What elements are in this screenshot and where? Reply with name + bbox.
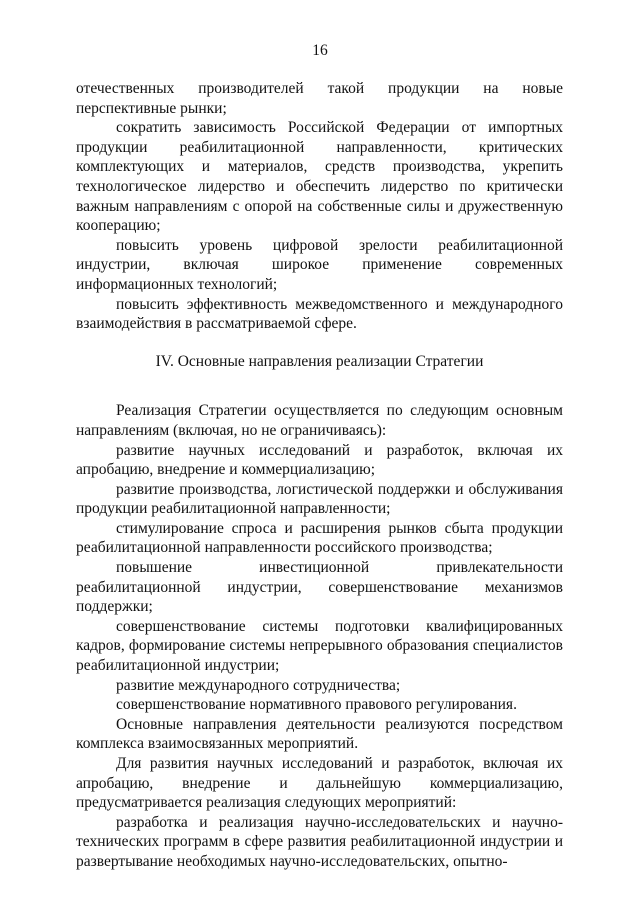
list-item: совершенствование нормативного правового регулирования. [116,696,517,714]
document-body [76,79,563,872]
list-item: развитие международного сотрудничества; [116,676,401,694]
page-number: 16 [312,42,328,59]
list-item: повышение инвестиционной привлекательности реабилитационной индустрии, совершенствование механизмов поддержки; [76,559,563,616]
paragraph: Для развития научных исследований и разработок, включая их апробацию, внедрение и дальнейшую коммерциализацию, предусматривается реализация следующих мероприятий: [76,755,563,812]
paragraph: Основные направления деятельности реализуются посредством комплекса взаимосвязанных мероприятий. [76,715,563,753]
list-item: совершенствование системы подготовки квалифицированных кадров, формирование системы непрерывного образования специалистов реабилитационной индустрии; [76,617,563,675]
paragraph: отечественных производителей такой продукции на новые перспективные рынки; [76,80,563,117]
list-item: разработка и реализация научно-исследовательских и научно-технических программ в сфере развития реабилитационной индустрии и развертывание необходимых научно-исследовательских, опытно- [76,813,563,870]
paragraph: Реализация Стратегии осуществляется по следующим основным направлениям (включая, но не ограничиваясь): [76,402,563,439]
list-item: развитие производства, логистической поддержки и обслуживания продукции реабилитационной направленности; [76,480,563,518]
paragraph: сократить зависимость Российской Федерации от импортных продукции реабилитационной направленности, критических комплектующих и материалов, средств производства, укрепить технологическое лидерство и обеспечить лидерство по критически важным направлениям с опорой на собственные силы и дружественную кооперацию; [76,119,563,235]
list-item: стимулирование спроса и расширения рынков сбыта продукции реабилитационной направленности российского производства; [76,519,563,557]
paragraph: повысить эффективность межведомственного и международного взаимодействия в рассматриваемой сфере. [76,295,563,333]
paragraph: повысить уровень цифровой зрелости реабилитационной индустрии, включая широкое применение современных информационных технологий; [76,236,563,293]
section-heading: IV. Основные направления реализации Стратегии [155,352,484,370]
list-item: развитие научных исследований и разработок, включая их апробацию, внедрение и коммерциализацию; [76,441,563,479]
